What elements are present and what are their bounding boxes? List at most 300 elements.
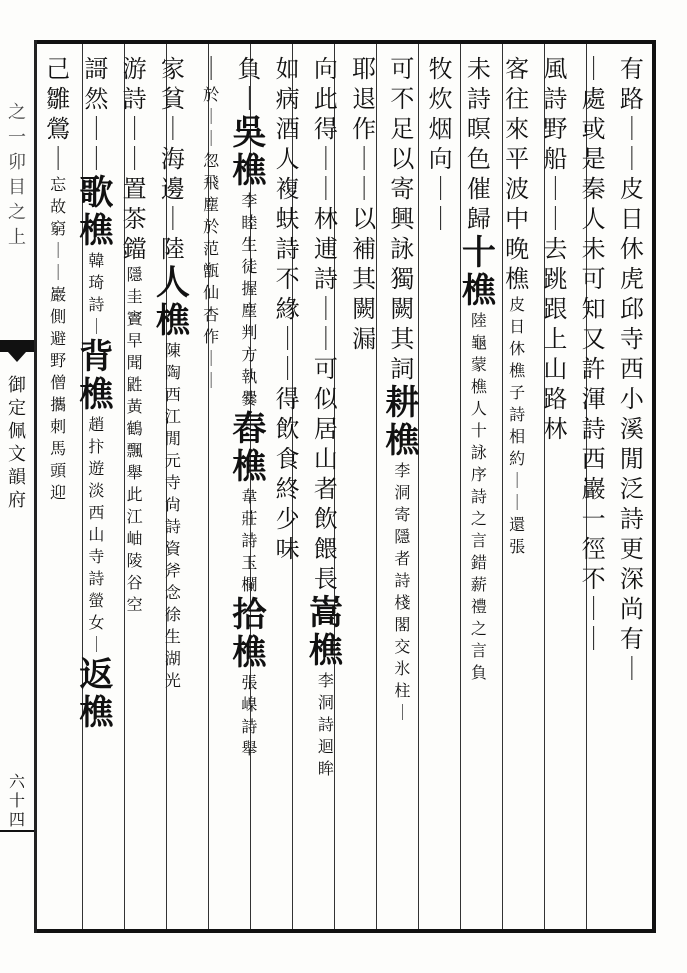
annotation-char: 嵲 xyxy=(241,695,258,714)
annotation-char: ｜ xyxy=(509,493,526,512)
entry-heading-char: 樵 xyxy=(155,301,190,341)
annotation-char: 蒙 xyxy=(470,355,487,374)
text-char: 陸 xyxy=(160,235,185,263)
text-column xyxy=(499,54,535,558)
text-char: 西 xyxy=(581,445,606,473)
text-char: ｜ xyxy=(352,175,377,203)
annotation-char: 交 xyxy=(394,637,411,656)
annotation-char: 人 xyxy=(470,399,487,418)
text-char: 緣 xyxy=(275,295,300,323)
text-char: 晚 xyxy=(505,235,530,263)
annotation-char: 龜 xyxy=(470,333,487,352)
annotation-char: 頭 xyxy=(50,461,67,480)
annotation-char: 此 xyxy=(126,485,143,504)
annotation-char: 范 xyxy=(203,239,220,258)
text-column xyxy=(40,54,76,504)
annotation-char: 氷 xyxy=(394,659,411,678)
annotation-char: 趙 xyxy=(88,415,105,434)
annotation-char: 鶴 xyxy=(126,419,143,438)
text-char: 以 xyxy=(390,145,415,173)
text-char: 一 xyxy=(581,505,606,533)
text-char: 去 xyxy=(543,235,568,263)
annotation-char: 日 xyxy=(509,317,526,336)
text-char: 詩 xyxy=(619,505,644,533)
text-char: 暝 xyxy=(466,115,491,143)
annotation-char: 玉 xyxy=(241,553,258,572)
text-char: 上 xyxy=(543,325,568,353)
entry-heading-char: 歌 xyxy=(79,173,114,213)
entry-heading-char: 拾 xyxy=(232,595,267,635)
text-char: 山 xyxy=(313,445,338,473)
annotation-char: 徒 xyxy=(241,257,258,276)
text-char: ｜ xyxy=(581,595,606,623)
text-char: 日 xyxy=(619,205,644,233)
text-char: 居 xyxy=(313,415,338,443)
fish-tail-mark xyxy=(0,340,34,352)
text-char: 以 xyxy=(352,205,377,233)
entry-heading-char: 樵 xyxy=(232,633,267,673)
text-char: 不 xyxy=(581,565,606,593)
text-char: 又 xyxy=(581,325,606,353)
text-char: 樵 xyxy=(505,265,530,293)
annotation-char: 者 xyxy=(394,549,411,568)
annotation-char: 西 xyxy=(88,503,105,522)
annotation-char: 湖 xyxy=(164,649,181,668)
annotation-char: 洞 xyxy=(394,483,411,502)
text-char: ｜ xyxy=(313,145,338,173)
text-char: 西 xyxy=(619,355,644,383)
text-char: 跟 xyxy=(543,295,568,323)
text-char: 得 xyxy=(313,115,338,143)
text-char: ｜ xyxy=(581,625,606,653)
annotation-char: 寺 xyxy=(88,547,105,566)
text-column xyxy=(346,54,382,354)
annotation-char: 資 xyxy=(164,539,181,558)
annotation-char: 於 xyxy=(203,217,220,236)
entry-heading-char: 樵 xyxy=(79,375,114,415)
text-char: 謌 xyxy=(84,55,109,83)
text-char: 跳 xyxy=(543,265,568,293)
annotation-char: 於 xyxy=(203,85,220,104)
annotation-char: 張 xyxy=(241,673,258,692)
text-char: ｜ xyxy=(46,145,71,173)
annotation-char: 飛 xyxy=(203,173,220,192)
text-column xyxy=(308,54,344,780)
annotation-char: 忽 xyxy=(203,151,220,170)
annotation-char: 琦 xyxy=(88,273,105,292)
text-char: ｜ xyxy=(428,205,453,233)
annotation-char: 谷 xyxy=(126,573,143,592)
text-char: 邊 xyxy=(160,175,185,203)
annotation-char: 詩 xyxy=(394,571,411,590)
text-char: ｜ xyxy=(237,85,262,113)
text-char: 漏 xyxy=(352,325,377,353)
text-char: 補 xyxy=(352,235,377,263)
text-char: ｜ xyxy=(352,145,377,173)
text-column xyxy=(231,54,267,760)
text-char: 味 xyxy=(275,535,300,563)
text-char: 不 xyxy=(390,85,415,113)
annotation-char: 詩 xyxy=(241,717,258,736)
annotation-char: 之 xyxy=(470,619,487,638)
text-char: 渾 xyxy=(581,385,606,413)
annotation-char: 樵 xyxy=(470,377,487,396)
entry-heading-char: 十 xyxy=(461,233,496,273)
text-char: ｜ xyxy=(275,325,300,353)
text-column xyxy=(78,54,114,732)
text-char: 邱 xyxy=(619,295,644,323)
text-char: 寄 xyxy=(390,175,415,203)
text-char: 路 xyxy=(619,85,644,113)
annotation-char: 隱 xyxy=(394,527,411,546)
text-column xyxy=(461,54,497,684)
annotation-char: 閣 xyxy=(394,615,411,634)
annotation-char: 詩 xyxy=(88,295,105,314)
entry-heading-char: 樵 xyxy=(308,631,343,671)
annotation-char: 刺 xyxy=(50,417,67,436)
text-char: 未 xyxy=(466,55,491,83)
annotation-char: ｜ xyxy=(50,241,67,260)
annotation-char: 陸 xyxy=(470,311,487,330)
annotation-char: 聞 xyxy=(126,353,143,372)
annotation-char: 閒 xyxy=(164,429,181,448)
text-char: 詩 xyxy=(543,85,568,113)
entry-heading-char: 人 xyxy=(155,263,190,303)
annotation-char: 江 xyxy=(126,507,143,526)
annotation-char: 方 xyxy=(241,345,258,364)
text-char: 海 xyxy=(160,145,185,173)
text-char: 鐺 xyxy=(122,235,147,263)
text-char: 飲 xyxy=(275,415,300,443)
annotation-char: 徐 xyxy=(164,605,181,624)
text-char: ｜ xyxy=(543,205,568,233)
annotation-char: 詩 xyxy=(470,487,487,506)
annotation-char: 錯 xyxy=(470,553,487,572)
text-char: 足 xyxy=(390,115,415,143)
text-char: ｜ xyxy=(619,115,644,143)
annotation-char: 之 xyxy=(470,509,487,528)
annotation-char: 陳 xyxy=(164,341,181,360)
page-gutter xyxy=(0,44,34,929)
annotation-char: 空 xyxy=(126,595,143,614)
text-char: 詠 xyxy=(390,235,415,263)
text-char: 其 xyxy=(352,265,377,293)
annotation-char: 隱 xyxy=(126,265,143,284)
text-char: 耶 xyxy=(352,55,377,83)
text-char: 野 xyxy=(543,115,568,143)
annotation-char: 詩 xyxy=(509,405,526,424)
annotation-char: 詩 xyxy=(241,531,258,550)
fish-tail-notch xyxy=(8,352,26,362)
text-char: 飲 xyxy=(313,505,338,533)
annotation-char: 杏 xyxy=(203,305,220,324)
annotation-char: 韓 xyxy=(88,251,105,270)
text-char: 作 xyxy=(352,115,377,143)
text-char: 向 xyxy=(428,145,453,173)
entry-heading-char: 返 xyxy=(79,655,114,695)
page-number: 六十四 xyxy=(8,772,25,829)
text-char: 負 xyxy=(237,55,262,83)
text-char: 似 xyxy=(313,385,338,413)
annotation-char: 還 xyxy=(509,515,526,534)
annotation-char: 言 xyxy=(470,531,487,550)
annotation-char: 念 xyxy=(164,583,181,602)
annotation-char: 相 xyxy=(509,427,526,446)
annotation-char: 迎 xyxy=(50,483,67,502)
text-char: 其 xyxy=(390,325,415,353)
text-char: 催 xyxy=(466,175,491,203)
annotation-char: 樵 xyxy=(509,361,526,380)
right-border xyxy=(652,40,656,933)
text-column xyxy=(423,54,459,234)
text-column xyxy=(537,54,573,444)
annotation-char: 寄 xyxy=(394,505,411,524)
annotation-char: 薪 xyxy=(470,575,487,594)
text-char: 闕 xyxy=(390,295,415,323)
text-char: ｜ xyxy=(581,55,606,83)
annotation-char: 言 xyxy=(470,641,487,660)
annotation-char: ｜ xyxy=(203,107,220,126)
text-char: 尚 xyxy=(619,595,644,623)
text-char: 長 xyxy=(313,565,338,593)
text-char: 知 xyxy=(581,295,606,323)
annotation-char: 僧 xyxy=(50,373,67,392)
text-char: 逋 xyxy=(313,235,338,263)
annotation-char: 螢 xyxy=(88,591,105,610)
text-column xyxy=(614,54,650,684)
text-char: 雛 xyxy=(46,85,71,113)
text-char: 寺 xyxy=(619,325,644,353)
text-char: ｜ xyxy=(543,175,568,203)
annotation-char: 洞 xyxy=(317,693,334,712)
text-char: 可 xyxy=(390,55,415,83)
text-char: ｜ xyxy=(619,655,644,683)
text-char: ｜ xyxy=(84,115,109,143)
annotation-char: 淡 xyxy=(88,481,105,500)
text-char: 閒 xyxy=(619,445,644,473)
entry-heading-char: 吳 xyxy=(232,113,267,153)
annotation-char: 甑 xyxy=(203,261,220,280)
annotation-char: ｜ xyxy=(88,317,105,336)
text-char: 少 xyxy=(275,505,300,533)
annotation-char: 莊 xyxy=(241,509,258,528)
text-char: 山 xyxy=(543,355,568,383)
annotation-char: 斧 xyxy=(164,561,181,580)
annotation-char: ｜ xyxy=(509,471,526,490)
annotation-char: 李 xyxy=(241,191,258,210)
annotation-char: 李 xyxy=(317,671,334,690)
text-char: 路 xyxy=(543,385,568,413)
text-char: ｜ xyxy=(275,355,300,383)
text-char: 徑 xyxy=(581,535,606,563)
text-char: 烟 xyxy=(428,115,453,143)
annotation-char: 寺 xyxy=(164,473,181,492)
annotation-char: 塵 xyxy=(203,195,220,214)
text-char: 波 xyxy=(505,175,530,203)
annotation-char: 忘 xyxy=(50,175,67,194)
annotation-char: 尙 xyxy=(164,495,181,514)
top-border xyxy=(34,40,656,44)
text-char: ｜ xyxy=(160,205,185,233)
text-char: 林 xyxy=(543,415,568,443)
text-char: 獨 xyxy=(390,265,415,293)
text-char: 可 xyxy=(313,355,338,383)
annotation-char: 西 xyxy=(164,385,181,404)
text-char: ｜ xyxy=(199,55,224,83)
text-char: 家 xyxy=(160,55,185,83)
text-char: 巖 xyxy=(581,475,606,503)
annotation-char: 窮 xyxy=(50,219,67,238)
annotation-char: 柱 xyxy=(394,681,411,700)
text-char: 不 xyxy=(275,265,300,293)
text-char: 人 xyxy=(275,145,300,173)
annotation-char: 執 xyxy=(241,367,258,386)
center-fold-rule xyxy=(34,40,37,933)
annotation-char: 山 xyxy=(88,525,105,544)
text-char: 餵 xyxy=(313,535,338,563)
annotation-char: 十 xyxy=(470,421,487,440)
text-char: ｜ xyxy=(313,175,338,203)
text-char: 歸 xyxy=(466,205,491,233)
text-char: 者 xyxy=(313,475,338,503)
text-char: 游 xyxy=(122,55,147,83)
text-char: 處 xyxy=(581,85,606,113)
text-char: 皮 xyxy=(619,175,644,203)
text-column xyxy=(384,54,420,724)
annotation-char: ｜ xyxy=(203,371,220,390)
text-char: 牧 xyxy=(428,55,453,83)
text-column xyxy=(576,54,612,654)
text-char: 終 xyxy=(275,475,300,503)
text-char: ｜ xyxy=(428,175,453,203)
annotation-char: 生 xyxy=(241,235,258,254)
annotation-char: 抃 xyxy=(88,437,105,456)
annotation-char: 判 xyxy=(241,323,258,342)
annotation-char: 馬 xyxy=(50,439,67,458)
text-char: 詩 xyxy=(275,235,300,263)
text-char: ｜ xyxy=(313,295,338,323)
annotation-char: 光 xyxy=(164,671,181,690)
text-char: 人 xyxy=(581,205,606,233)
text-char: 溪 xyxy=(619,415,644,443)
text-char: ｜ xyxy=(122,145,147,173)
annotation-char: 飄 xyxy=(126,441,143,460)
text-char: 貧 xyxy=(160,85,185,113)
bottom-border xyxy=(34,929,656,933)
annotation-char: 作 xyxy=(203,327,220,346)
text-char: ｜ xyxy=(122,115,147,143)
entry-heading-char: 背 xyxy=(79,337,114,377)
annotation-char: 元 xyxy=(164,451,181,470)
annotation-char: 約 xyxy=(509,449,526,468)
entry-heading-char: 嵩 xyxy=(308,593,343,633)
text-char: 秦 xyxy=(581,175,606,203)
text-char: 可 xyxy=(581,265,606,293)
text-char: 闕 xyxy=(352,295,377,323)
text-char: 病 xyxy=(275,85,300,113)
text-char: 食 xyxy=(275,445,300,473)
text-column xyxy=(117,54,153,616)
text-char: 鶯 xyxy=(46,115,71,143)
annotation-char: 鼪 xyxy=(126,375,143,394)
annotation-char: 李 xyxy=(394,461,411,480)
annotation-char: 睦 xyxy=(241,213,258,232)
text-char: 林 xyxy=(313,205,338,233)
text-char: 或 xyxy=(581,115,606,143)
annotation-char: 張 xyxy=(509,537,526,556)
text-char: 詩 xyxy=(313,265,338,293)
text-char: 深 xyxy=(619,565,644,593)
text-char: 有 xyxy=(619,55,644,83)
annotation-char: 陶 xyxy=(164,363,181,382)
annotation-char: 側 xyxy=(50,307,67,326)
annotation-char: 詩 xyxy=(164,517,181,536)
text-char: ｜ xyxy=(619,145,644,173)
text-char: 得 xyxy=(275,385,300,413)
text-char: 然 xyxy=(84,85,109,113)
annotation-char: 序 xyxy=(470,465,487,484)
annotation-char: 陵 xyxy=(126,551,143,570)
text-char: 置 xyxy=(122,175,147,203)
text-column xyxy=(270,54,306,564)
text-char: 中 xyxy=(505,205,530,233)
annotation-char: 生 xyxy=(164,627,181,646)
annotation-char: 攜 xyxy=(50,395,67,414)
annotation-char: 休 xyxy=(509,339,526,358)
text-char: 虎 xyxy=(619,265,644,293)
annotation-char: 韋 xyxy=(241,487,258,506)
text-char: 詩 xyxy=(581,415,606,443)
text-char: 酒 xyxy=(275,115,300,143)
text-char: 休 xyxy=(619,235,644,263)
entry-heading-char: 樵 xyxy=(79,211,114,251)
annotation-char: 岫 xyxy=(126,529,143,548)
text-char: 興 xyxy=(390,205,415,233)
text-char: 詞 xyxy=(390,355,415,383)
annotation-char: 圭 xyxy=(126,287,143,306)
annotation-char: 仙 xyxy=(203,283,220,302)
annotation-char: 詩 xyxy=(317,715,334,734)
text-char: 有 xyxy=(619,625,644,653)
text-char: 蚨 xyxy=(275,205,300,233)
text-char: 許 xyxy=(581,355,606,383)
entry-heading-char: 樵 xyxy=(385,421,420,461)
annotation-char: 詩 xyxy=(88,569,105,588)
text-char: 未 xyxy=(581,235,606,263)
text-char: 是 xyxy=(581,145,606,173)
annotation-char: 眸 xyxy=(317,759,334,778)
annotation-char: 早 xyxy=(126,331,143,350)
annotation-char: 皮 xyxy=(509,295,526,314)
book-title: 御定佩文韻府 xyxy=(8,375,26,511)
text-char: 色 xyxy=(466,145,491,173)
text-char: 退 xyxy=(352,85,377,113)
text-char: 此 xyxy=(313,85,338,113)
text-char: 詩 xyxy=(466,85,491,113)
annotation-char: ｜ xyxy=(50,263,67,282)
text-char: 泛 xyxy=(619,475,644,503)
text-column xyxy=(193,54,229,392)
text-char: 更 xyxy=(619,535,644,563)
text-char: ｜ xyxy=(84,145,109,173)
annotation-char: 詠 xyxy=(470,443,487,462)
annotation-char: 江 xyxy=(164,407,181,426)
text-char: 往 xyxy=(505,85,530,113)
entry-heading-char: 樵 xyxy=(461,271,496,311)
entry-heading-char: 樵 xyxy=(79,693,114,732)
text-char: 複 xyxy=(275,175,300,203)
annotation-char: 舉 xyxy=(241,739,258,758)
